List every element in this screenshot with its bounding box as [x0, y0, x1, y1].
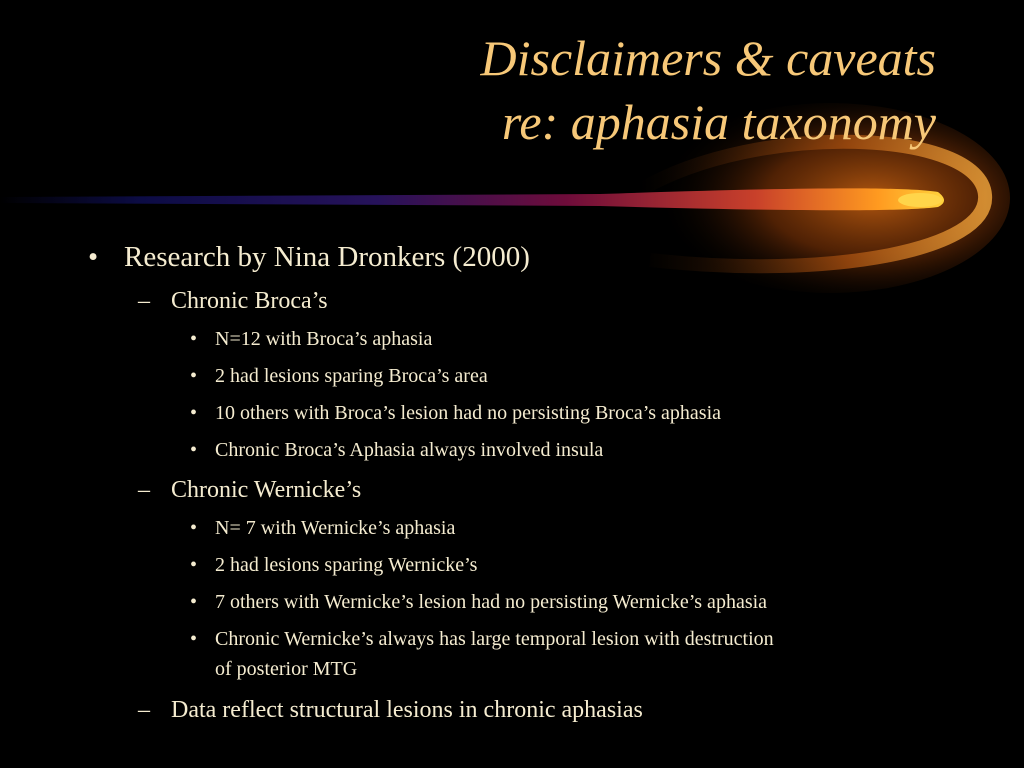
wernicke-item: 7 others with Wernicke’s lesion had no persisting Wernicke’s aphasia [215, 591, 768, 613]
bullet-marker: • [190, 554, 198, 576]
broca-item: 10 others with Broca’s lesion had no persisting Broca’s aphasia [215, 402, 722, 424]
bullet-marker: • [190, 591, 198, 613]
wernicke-item: Chronic Wernicke’s always has large temporal lesion with destruction [215, 628, 774, 650]
broca-item: 2 had lesions sparing Broca’s area [215, 365, 488, 387]
dash-marker: – [138, 477, 150, 503]
conclusion-text: Data reflect structural lesions in chronic aphasias [171, 697, 643, 723]
broca-item: N=12 with Broca’s aphasia [215, 328, 433, 350]
wernicke-heading: Chronic Wernicke’s [171, 477, 362, 503]
broca-item: Chronic Broca’s Aphasia always involved insula [215, 439, 604, 461]
bullet-marker: • [88, 241, 99, 273]
bullet-marker: • [190, 328, 198, 350]
bullet-marker: • [190, 628, 198, 650]
wernicke-item-continued: of posterior MTG [215, 658, 358, 680]
title-line-2: re: aphasia taxonomy [501, 94, 936, 150]
bullet-marker: • [190, 365, 198, 387]
wernicke-item: N= 7 with Wernicke’s aphasia [215, 517, 456, 539]
dash-marker: – [138, 697, 150, 723]
dash-marker: – [138, 288, 150, 314]
main-bullet-text: Research by Nina Dronkers (2000) [124, 241, 530, 273]
title-line-1: Disclaimers & caveats [480, 30, 936, 86]
bullet-marker: • [190, 402, 198, 424]
broca-heading: Chronic Broca’s [171, 288, 328, 314]
wernicke-item: 2 had lesions sparing Wernicke’s [215, 554, 478, 576]
bullet-marker: • [190, 517, 198, 539]
bullet-marker: • [190, 439, 198, 461]
